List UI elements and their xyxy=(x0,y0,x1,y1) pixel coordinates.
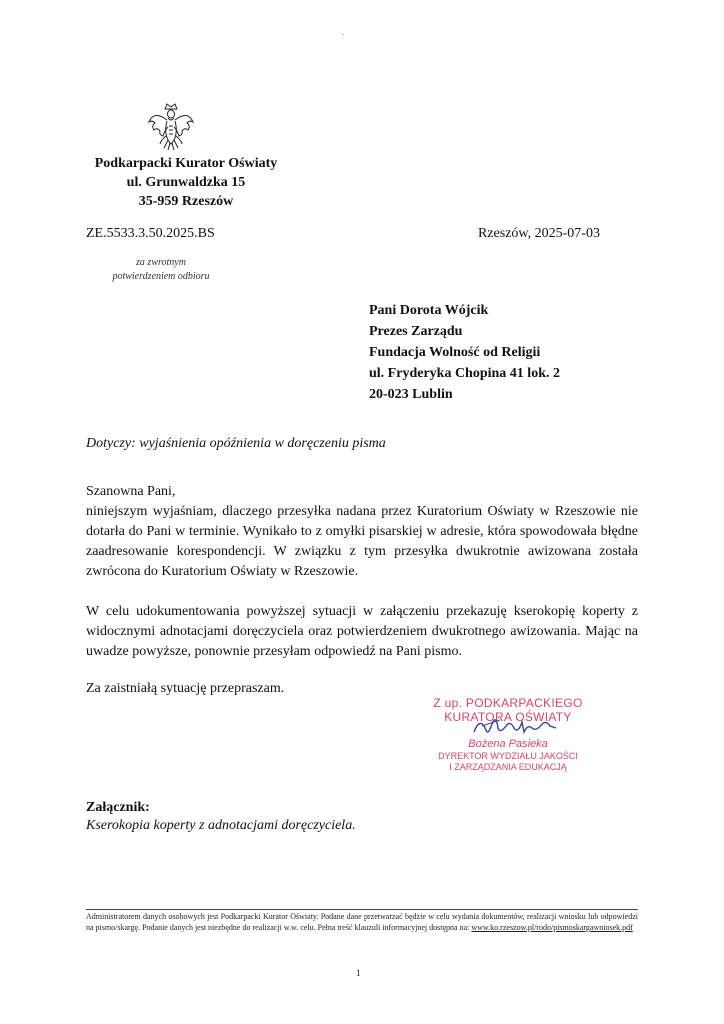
footer-divider xyxy=(86,909,638,910)
recipient-line: Fundacja Wolność od Religii xyxy=(369,345,541,360)
page-number: 1 xyxy=(356,968,361,978)
stamp-role-2: I ZARZĄDZANIA EDUKACJĄ xyxy=(449,762,567,772)
footer-link[interactable]: www.ko.rzeszow.pl/rodo/pismoskargawniosek.pdf xyxy=(471,923,633,932)
recipient-line: 20-023 Lublin xyxy=(369,387,453,402)
scan-speck xyxy=(342,34,344,35)
recipient-line: Pani Dorota Wójcik xyxy=(369,303,489,318)
footer-privacy-note xyxy=(86,911,638,933)
reference-number: ZE.5533.3.50.2025.BS xyxy=(86,226,215,241)
recipient-line: Prezes Zarządu xyxy=(369,324,463,339)
stamp-role-1: DYREKTOR WYDZIAŁU JAKOŚCI xyxy=(438,751,578,761)
stamp-signatory-name: Bożena Pasieka xyxy=(468,738,548,750)
delivery-line: za zwrotnym xyxy=(136,257,186,268)
delivery-line: potwierdzeniem odbioru xyxy=(112,271,210,282)
handwritten-signature-icon xyxy=(470,712,560,742)
salutation: Szanowna Pani, xyxy=(86,484,176,499)
delivery-note xyxy=(86,256,236,284)
attachment-text: Kserokopia koperty z adnotacjami doręczyciela. xyxy=(86,818,356,833)
body-paragraph-1: niniejszym wyjaśniam, dlaczego przesyłka nadana przez Kuratorium Oświaty w Rzeszowie nie dotarła do Pani w terminie. Wynikało to z omyłki pisarskiej w adresie, która spowodowała błędne zaadresowanie korespondencji. W związku z tym przesyłka dwukrotnie awizowana została zwrócona do Kuratorium Oświaty w Rzeszowie. xyxy=(86,504,638,579)
body-paragraph-2: W celu udokumentowania powyższej sytuacji w załączeniu przekazuję kserokopię koperty z widocznymi adnotacjami doręczyciela oraz potwierdzeniem dwukrotnego awizowania. Mając na uwadze powyższe, ponownie przesyłam odpowiedź na Pani pismo. xyxy=(86,604,638,659)
recipient-line: ul. Fryderyka Chopina 41 lok. 2 xyxy=(369,366,560,381)
letter-subject: Dotyczy: wyjaśnienia opóźnienia w doręczeniu pisma xyxy=(86,436,386,451)
sender-line: ul. Grunwaldzka 15 xyxy=(126,175,246,190)
footer-text: Administratorem danych osobowych jest Podkarpacki Kurator Oświaty. Podane dane przetwarzać będzie w celu wydania dokumentów, realizacji wniosku lub odpowiedzi na pismo/skargę. Podanie danych jest niezbędne do realizacji w.w. celu. Pełna treść klauzuli informacyjnej dostępna na: xyxy=(86,912,638,932)
stamp-line-1: Z up. PODKARPACKIEGO xyxy=(433,696,583,710)
sender-line: Podkarpacki Kurator Oświaty xyxy=(94,156,278,171)
recipient-address xyxy=(369,300,560,405)
closing-line: Za zaistniałą sytuację przepraszam. xyxy=(86,681,285,696)
stamp-line-2: KURATORA OŚWIATY xyxy=(444,710,572,724)
attachment-label: Załącznik: xyxy=(86,800,150,815)
polish-eagle-emblem-icon xyxy=(146,100,196,156)
place-date: Rzeszów, 2025-07-03 xyxy=(478,226,600,241)
sender-line: 35-959 Rzeszów xyxy=(138,194,234,209)
letter-body xyxy=(86,482,638,682)
sender-address xyxy=(86,154,286,211)
